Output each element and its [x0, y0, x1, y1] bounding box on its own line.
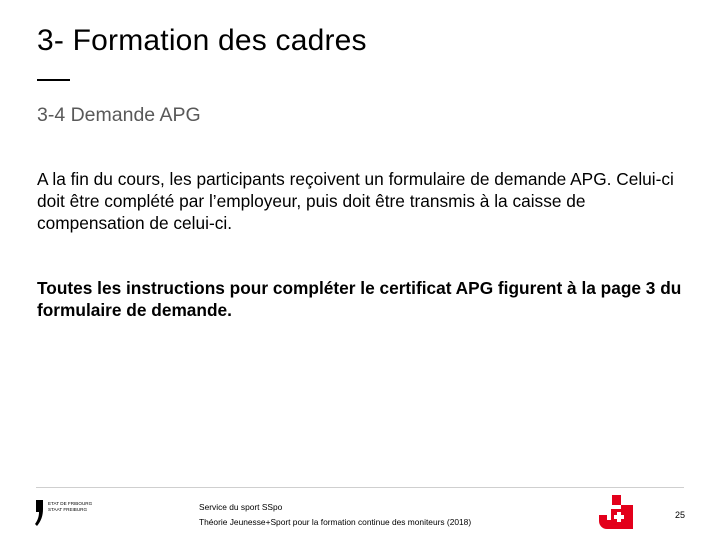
- body-paragraph: A la fin du cours, les participants reçoivent un formulaire de demande APG. Celui-ci doit être complété par l’employeur, puis doit être transmis à la caisse de compensation de celui-ci.: [37, 169, 674, 233]
- footer-course: Théorie Jeunesse+Sport pour la formation continue des moniteurs (2018): [199, 517, 472, 527]
- footer-divider: [36, 487, 684, 488]
- jeunesse-sport-logo: [599, 495, 633, 529]
- footer-text: [199, 500, 471, 530]
- logo-text-line2: STAAT FREIBURG: [48, 507, 88, 512]
- slide-title: 3- Formation des cadres: [37, 24, 367, 57]
- footer-service: Service du sport SSpo: [199, 502, 283, 512]
- slide-subtitle: 3-4 Demande APG: [37, 104, 201, 126]
- title-underline-dash: [37, 79, 70, 81]
- instructions-paragraph: Toutes les instructions pour compléter le certificat APG figurent à la page 3 du formulaire de demande.: [37, 278, 682, 320]
- page-number: 25: [675, 510, 686, 520]
- fribourg-state-logo: [35, 499, 105, 527]
- logo-text-line1: ETAT DE FRIBOURG: [48, 501, 93, 506]
